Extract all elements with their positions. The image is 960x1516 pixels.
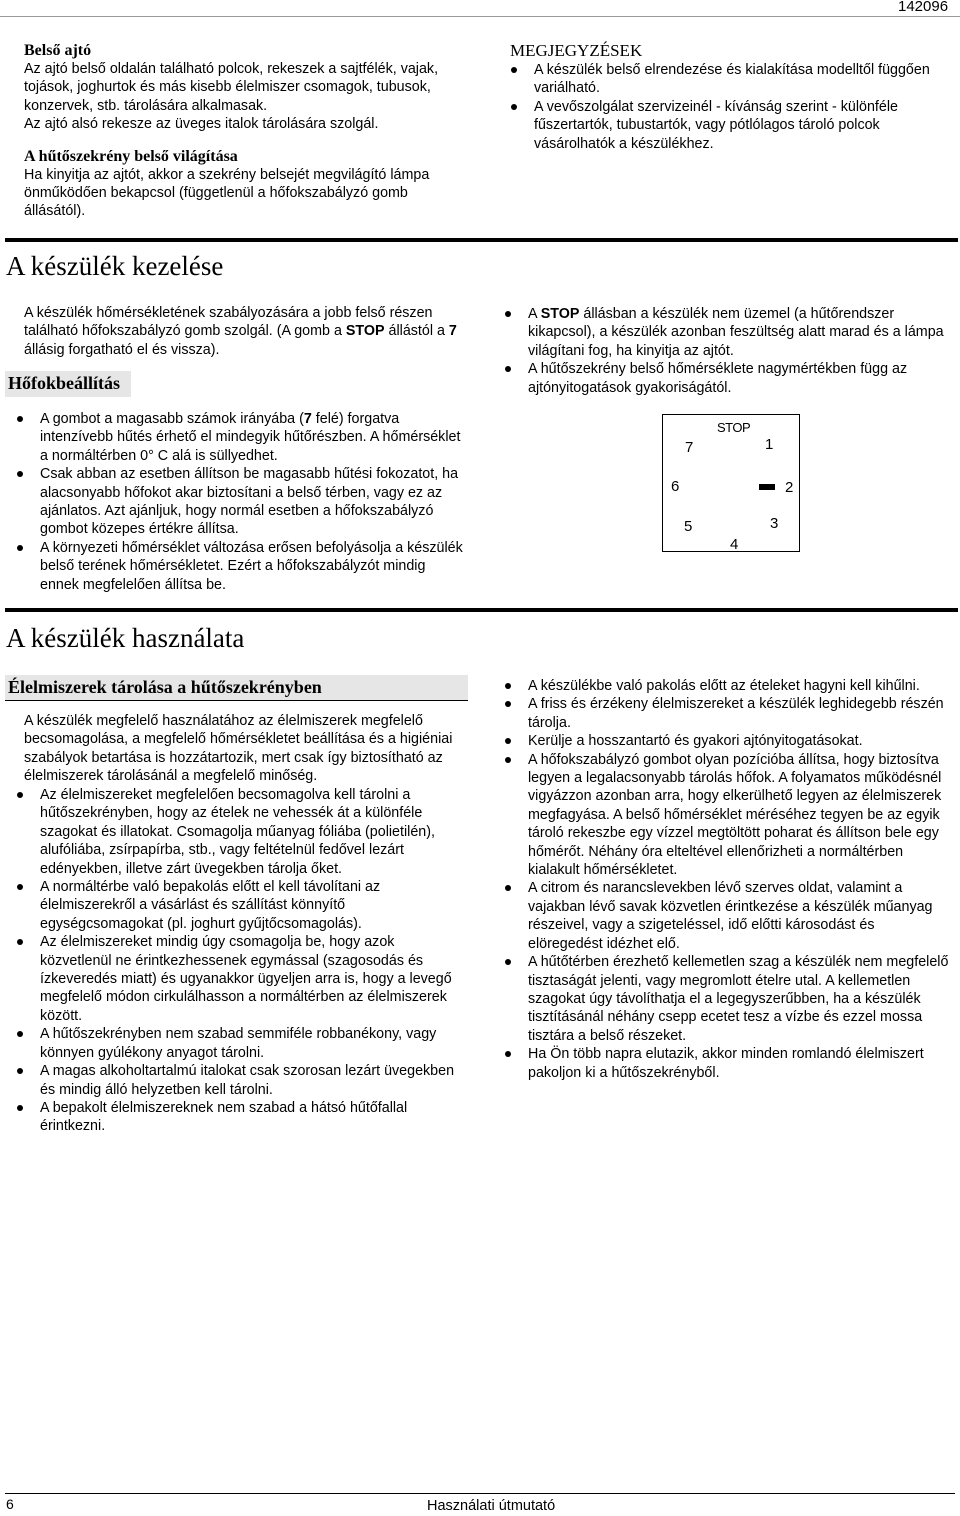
dial-indicator [759, 484, 775, 490]
section-rule [5, 608, 958, 612]
dial-number-1: 1 [765, 436, 774, 453]
megjegyzesek-title: MEGJEGYZÉSEK [510, 41, 643, 60]
list-item: A hőfokszabályzó gombot olyan pozícióba állítsa, hogy biztosítva legyen a legalacsonyabb tárolás hőfok. A folyamatos működésnél vigyázzon azonban arra, hogy elkerülhető legyen az élelmiszerek megfagyása. A belső hőmérséklet méréséhez tegyen be az egyik tároló rekeszbe egy vízzel megtöltött poharat és állítson bele egy hőmérőt. Néhány óra elteltével ellenőrizheti a normáltérben kialakult hőmérsékletet. [496, 751, 952, 880]
dial-stop-label: STOP [717, 420, 751, 435]
list-item: Csak abban az esetben állítson be magasabb hűtési fokozatot, ha alacsonyabb hőfokot akar biztosítani a belső térben, vagy ez az ajánlatos. Azt ajánljuk, hogy normál esetben a hőfokszabályzó gombot közepes értékre állítsa. [8, 465, 463, 539]
kezeles-right-list [496, 305, 948, 397]
footer-title: Használati útmutató [427, 1498, 556, 1514]
section-belso-ajto [24, 41, 464, 221]
intro-text-c: állásig forgatható el és vissza). [24, 341, 220, 358]
dial-number-2: 2 [785, 479, 794, 496]
list-item: A készülékbe való pakolás előtt az ételeket hagyni kell kihűlni. [496, 677, 952, 695]
belso-ajto-text: Az ajtó belső oldalán található polcok, rekeszek a sajtfélék, vajak, tojások, joghurtok és más kisebb élelmiszer csomagok, tubusok, konzervek, stb. tárolására alkalmasak. [24, 61, 439, 114]
document-number: 142096 [898, 0, 949, 15]
belso-ajto-title: Belső ajtó [24, 42, 92, 59]
hofok-heading: Hőfokbeállítás [5, 371, 131, 397]
section-rule [5, 238, 958, 242]
list-item: A friss és érzékeny élelmiszereket a készülék leghidegebb részén tárolja. [496, 695, 952, 732]
hasznalat-left-list [8, 786, 465, 1136]
list-item: A környezeti hőmérséklet változása erősen befolyásolja a készülék belső terének hőmérsékletet. Ezért a hőfokszabályzót mindig ennek megfelelően állítsa be. [8, 539, 463, 594]
kezeles-heading: A készülék kezelése [6, 251, 224, 281]
list-item: A hűtőtérben érezhető kellemetlen szag a készülék nem megfelelő tisztaságát jelenti, vagy megromlott ételre utal. A kellemetlen szagokat úgy távolíthatja el a legegyszerűbben, ha a készülék tisztításánál néhány csepp ecetet tesz a vízbe és ezzel mossa tisztára a belső részeket. [496, 953, 952, 1045]
list-item: A vevőszolgálat szervizeinél - kívánság szerint - különféle fűszertartók, tubustartók, vagy pótlólagos tároló polcok vásárolhatók a készülékhez. [502, 98, 940, 153]
dial-number-7: 7 [685, 439, 694, 456]
dial-number-4: 4 [730, 536, 739, 553]
list-item: A citrom és narancslevekben lévő szerves oldat, valamint a vajakban lévő savak közvetlen érintkezése a készülék műanyag részeivel, vagy a szigeteléssel, idő előtti károsodást és elöregedést idézhet elő. [496, 879, 952, 953]
dial-number-5: 5 [684, 518, 693, 535]
list-item: Ha Ön több napra elutazik, akkor minden romlandó élelmiszert pakoljon ki a hűtőszekrényből. [496, 1045, 952, 1082]
intro-text-a: A készülék hőmérsékletének szabályozására a jobb felső részen található hőfokszabályzó gomb szolgál. (A gomb a [24, 305, 433, 340]
hasznalat-subheading: Élelmiszerek tárolása a hűtőszekrényben [5, 675, 468, 701]
section-megjegyzesek [510, 40, 940, 153]
hasznalat-heading: A készülék használata [6, 623, 245, 653]
list-item: A hűtőszekrényben nem szabad semmiféle robbanékony, vagy könnyen gyúlékony anyagot tárolni. [8, 1025, 465, 1062]
vilagitas-title: A hűtőszekrény belső világítása [24, 147, 238, 165]
list-item: A készülék belső elrendezése és kialakítása modelltől függően variálható. [502, 61, 940, 98]
list-item: Az élelmiszereket megfelelően becsomagolva kell tárolni a hűtőszekrényben, hogy az ételek ne vehessék át a különféle szagokat és illatokat. Csomagolja műanyag fóliába (polietilén), alufóliába, zsírpapírba, stb., vagy feltételnül fedővel lezárt edényekben, illetve zárt üvegekben tárolja őket. [8, 786, 465, 878]
hasznalat-intro: A készülék megfelelő használatához az élelmiszerek megfelelő becsomagolása, a megfelelő hőmérsékletet beállítása és a higiéniai szabályok betartása is hozzátartozik, mert csak így biztosítható az élelmiszerek tárolásánál a megfelelő minőség. [24, 713, 453, 785]
intro-text-b: állástól a [384, 323, 449, 340]
list-item: A STOP állásban a készülék nem üzemel (a hűtőrendszer kikapcsol), a készülék azonban feszültség alatt marad és a lámpa világítani fog, ha kinyitja az ajtót. [496, 305, 948, 360]
intro-stop: STOP [345, 323, 385, 340]
list-item: A gombot a magasabb számok irányába (7 felé) forgatva intenzívebb hűtés érhető el mindegyik hűtőrészben. A hőmérséklet a normáltérben 0° C alá is süllyedhet. [8, 410, 463, 465]
footer-rule [5, 1493, 955, 1494]
vilagitas-text: Ha kinyitja az ajtót, akkor a szekrény belsejét megvilágító lámpa önműködően bekapcsol (függetlenül a hőfokszabályzó gomb állásától). [24, 166, 430, 220]
hofok-list [8, 410, 463, 594]
dial-number-6: 6 [671, 478, 680, 495]
header-rule [0, 16, 960, 17]
dial-number-3: 3 [770, 515, 779, 532]
list-item: A hűtőszekrény belső hőmérséklete nagymértékben függ az ajtónyitogatások gyakoriságától. [496, 360, 948, 397]
list-item: Kerülje a hosszantartó és gyakori ajtónyitogatásokat. [496, 732, 952, 750]
list-item: A magas alkoholtartalmú italokat csak szorosan lezárt üvegekben és mindig álló helyzetben kell tárolni. [8, 1062, 465, 1099]
thermostat-dial [662, 414, 800, 552]
intro-seven: 7 [448, 323, 457, 340]
hasznalat-right-list [496, 677, 952, 1082]
list-item: Az élelmiszereket mindig úgy csomagolja be, hogy azok közvetlenül ne érintkezhessenek egymással (szagosodás és ízkeveredés miatt) és ugyanakkor ügyeljen arra is, hogy a levegő megfelelő módon cirkulálhasson a normáltérben az élelmiszerek között. [8, 933, 465, 1025]
belso-ajto-text2: Az ajtó alsó rekesze az üveges italok tárolására szolgál. [24, 116, 379, 133]
megjegyzesek-list [502, 61, 940, 153]
page-number: 6 [6, 1496, 14, 1512]
kezeles-intro [24, 304, 459, 359]
list-item: A normáltérbe való bepakolás előtt el kell távolítani az élelmiszerekről a vásárlást és szállítást könnyítő egységcsomagokat (pl. joghurt gyűjtőcsomagolás). [8, 878, 465, 933]
list-item: A bepakolt élelmiszereknek nem szabad a hátsó hűtőfallal érintkezni. [8, 1099, 465, 1136]
